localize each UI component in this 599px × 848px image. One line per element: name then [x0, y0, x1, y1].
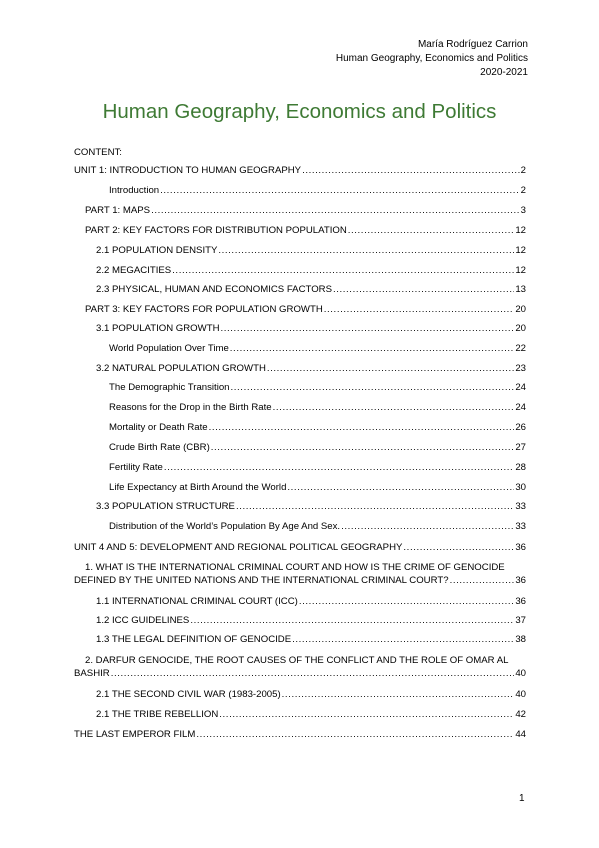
- toc-entry-label: 2.1 POPULATION DENSITY: [96, 245, 218, 256]
- toc-entry-label: Life Expectancy at Birth Around the World: [109, 482, 287, 493]
- toc-entry[interactable]: [74, 729, 526, 741]
- leader-dots: [302, 165, 520, 177]
- leader-dots: [236, 501, 514, 513]
- toc-entry[interactable]: [96, 596, 526, 608]
- toc-entry-page: 2: [520, 165, 526, 176]
- toc-entry-label: Reasons for the Drop in the Birth Rate: [109, 402, 272, 413]
- toc-entry-page: 12: [515, 265, 526, 276]
- toc-entry-label: 2.2 MEGACITIES: [96, 265, 172, 276]
- toc-entry-label: PART 2: KEY FACTORS FOR DISTRIBUTION POPULATION: [85, 225, 347, 236]
- toc-entry[interactable]: [85, 225, 526, 237]
- leader-dots: [219, 709, 514, 721]
- toc-entry-label: 1.1 INTERNATIONAL CRIMINAL COURT (ICC): [96, 596, 298, 607]
- toc-entry-label: 2.1 THE TRIBE REBELLION: [96, 709, 219, 720]
- leader-dots: [218, 245, 514, 257]
- toc-entry-label: 1.2 ICC GUIDELINES: [96, 615, 190, 626]
- leader-dots: [299, 596, 514, 608]
- toc-entry-page: 20: [515, 323, 526, 334]
- toc-entry-page: 24: [515, 402, 526, 413]
- toc-entry-label: 2.1 THE SECOND CIVIL WAR (1983-2005): [96, 689, 281, 700]
- toc-entry[interactable]: [109, 442, 526, 454]
- toc-entry[interactable]: [96, 634, 526, 646]
- toc-entry-label: 3.2 NATURAL POPULATION GROWTH: [96, 363, 266, 374]
- leader-dots: [209, 422, 515, 434]
- toc-entry-label: PART 1: MAPS: [85, 205, 151, 216]
- toc-entry-page: 2: [520, 185, 526, 196]
- toc-entry-page: 26: [515, 422, 526, 433]
- toc-entry-page: 38: [515, 634, 526, 645]
- toc-entry-label: DEFINED BY THE UNITED NATIONS AND THE INTERNATIONAL CRIMINAL COURT?: [74, 575, 449, 586]
- leader-dots: [267, 363, 514, 375]
- leader-dots: [164, 462, 514, 474]
- toc-entry[interactable]: [109, 185, 526, 197]
- toc-entry[interactable]: [74, 542, 526, 554]
- leader-dots: [172, 265, 514, 277]
- toc-entry[interactable]: [96, 709, 526, 721]
- toc-entry[interactable]: [96, 689, 526, 701]
- toc-entry[interactable]: [109, 482, 526, 494]
- toc-entry[interactable]: [74, 575, 526, 587]
- toc-entry-label: THE LAST EMPEROR FILM: [74, 729, 196, 740]
- toc-entry-page: 36: [515, 575, 526, 586]
- toc-entry-page: 12: [515, 245, 526, 256]
- toc-entry[interactable]: [85, 304, 526, 316]
- toc-entry-label: 3.1 POPULATION GROWTH: [96, 323, 220, 334]
- toc-entry-page: 3: [520, 205, 526, 216]
- leader-dots: [230, 343, 515, 355]
- toc-entry-label: World Population Over Time: [109, 343, 229, 354]
- toc-entry-page: 30: [515, 482, 526, 493]
- toc-entry-page: 44: [515, 729, 526, 740]
- page-number: 1: [519, 793, 525, 804]
- document-title: Human Geography, Economics and Politics: [102, 100, 497, 123]
- toc-entry-label: UNIT 1: INTRODUCTION TO HUMAN GEOGRAPHY: [74, 165, 302, 176]
- toc-entry-page: 28: [515, 462, 526, 473]
- toc-entry-label: Introduction: [109, 185, 160, 196]
- toc-entry[interactable]: [109, 343, 526, 355]
- toc-entry-label: 1.3 THE LEGAL DEFINITION OF GENOCIDE: [96, 634, 292, 645]
- toc-entry-page: 12: [515, 225, 526, 236]
- toc-entry[interactable]: [74, 668, 526, 680]
- toc-entry-page: 40: [515, 689, 526, 700]
- toc-entry[interactable]: [96, 284, 526, 296]
- toc-entry-label: Crude Birth Rate (CBR): [109, 442, 210, 453]
- leader-dots: [190, 615, 514, 627]
- toc-entry-label: BASHIR: [74, 668, 110, 679]
- toc-entry-page: 33: [515, 501, 526, 512]
- toc-entry-page: 27: [515, 442, 526, 453]
- toc-entry[interactable]: [74, 165, 526, 177]
- leader-dots: [287, 482, 514, 494]
- leader-dots: [450, 575, 515, 587]
- toc-entry[interactable]: [96, 501, 526, 513]
- toc-entry-label: 2.3 PHYSICAL, HUMAN AND ECONOMICS FACTORS: [96, 284, 332, 295]
- toc-entry[interactable]: [96, 363, 526, 375]
- leader-dots: [196, 729, 514, 741]
- leader-dots: [221, 323, 515, 335]
- toc-entry-label: UNIT 4 AND 5: DEVELOPMENT AND REGIONAL POLITICAL GEOGRAPHY: [74, 542, 403, 553]
- toc-entry[interactable]: [109, 462, 526, 474]
- leader-dots: [282, 689, 515, 701]
- toc-entry[interactable]: [109, 422, 526, 434]
- toc-entry[interactable]: [96, 615, 526, 627]
- header-year: 2020-2021: [480, 67, 528, 78]
- leader-dots: [151, 205, 520, 217]
- toc-entry-first-line[interactable]: 2. DARFUR GENOCIDE, THE ROOT CAUSES OF THE CONFLICT AND THE ROLE OF OMAR AL: [85, 655, 509, 666]
- leader-dots: [348, 225, 515, 237]
- toc-entry[interactable]: [109, 402, 526, 414]
- leader-dots: [273, 402, 515, 414]
- leader-dots: [341, 521, 514, 533]
- toc-entry-page: 24: [515, 382, 526, 393]
- leader-dots: [231, 382, 515, 394]
- toc-entry-page: 40: [515, 668, 526, 679]
- toc-entry[interactable]: [109, 521, 526, 533]
- toc-entry-page: 37: [515, 615, 526, 626]
- toc-entry[interactable]: [109, 382, 526, 394]
- toc-entry[interactable]: [96, 323, 526, 335]
- toc-entry-label: Distribution of the World’s Population By Age And Sex.: [109, 521, 341, 532]
- toc-entry-page: 33: [515, 521, 526, 532]
- header-author: María Rodríguez Carrion: [417, 39, 528, 50]
- toc-entry-label: The Demographic Transition: [109, 382, 230, 393]
- toc-entry[interactable]: [96, 245, 526, 257]
- toc-entry-page: 36: [515, 542, 526, 553]
- leader-dots: [403, 542, 514, 554]
- toc-entry-first-line[interactable]: 1. WHAT IS THE INTERNATIONAL CRIMINAL COURT AND HOW IS THE CRIME OF GENOCIDE: [85, 562, 505, 573]
- toc-entry-page: 42: [515, 709, 526, 720]
- toc-entry-page: 22: [515, 343, 526, 354]
- header-course: Human Geography, Economics and Politics: [335, 53, 528, 64]
- leader-dots: [111, 668, 515, 680]
- leader-dots: [333, 284, 514, 296]
- toc-entry-label: 3.3 POPULATION STRUCTURE: [96, 501, 235, 512]
- toc-entry-label: PART 3: KEY FACTORS FOR POPULATION GROWTH: [85, 304, 323, 315]
- toc-entry-label: Mortality or Death Rate: [109, 422, 208, 433]
- leader-dots: [292, 634, 514, 646]
- toc-entry-page: 13: [515, 284, 526, 295]
- toc-entry-page: 20: [515, 304, 526, 315]
- toc-entry[interactable]: [96, 265, 526, 277]
- toc-entry-page: 36: [515, 596, 526, 607]
- leader-dots: [160, 185, 520, 197]
- leader-dots: [324, 304, 515, 316]
- toc-entry-label: Fertility Rate: [109, 462, 163, 473]
- toc-heading: CONTENT:: [74, 147, 122, 158]
- leader-dots: [211, 442, 515, 454]
- toc-entry-page: 23: [515, 363, 526, 374]
- toc-entry[interactable]: [85, 205, 526, 217]
